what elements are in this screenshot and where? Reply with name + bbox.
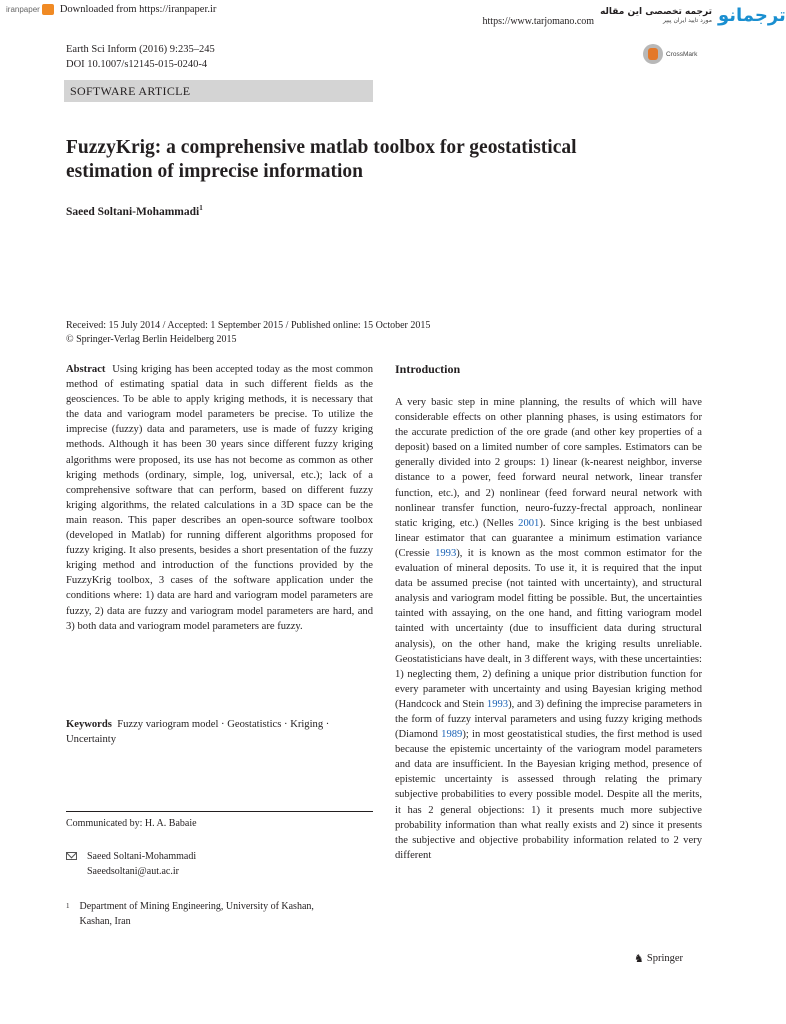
journal-citation: Earth Sci Inform (2016) 9:235–245 DOI 10.1007/s12145-015-0240-4 <box>66 44 215 70</box>
citation-link[interactable]: 2001 <box>518 517 540 529</box>
abstract <box>66 362 373 634</box>
download-source: Downloaded from https://iranpaper.ir <box>59 4 217 15</box>
envelope-icon <box>66 852 77 860</box>
keywords-label: Keywords <box>66 719 112 730</box>
citation-link[interactable]: 1993 <box>435 547 457 559</box>
author-contact <box>66 849 196 879</box>
iranpaper-logo-icon <box>42 4 54 15</box>
crossmark-badge[interactable]: CrossMark <box>643 44 697 64</box>
contact-name: Saeed Soltani-Mohammadi <box>87 851 197 862</box>
tarjomano-logo: ترجمانو <box>718 5 786 26</box>
tarjomano-banner <box>482 2 786 30</box>
footnote-divider <box>66 811 373 812</box>
introduction-text: A very basic step in mine planning, the results of which will have considerable effects on other planning phases, is using estimators for the accurate prediction of the ore grade (and other key properties of a deposit) based on a limited number of core samples. Estimators can be generally divided into 2 groups: 1) linear (k-nearest neighbor, inverse distance to a power, feed forward neural network, linear transfer function, etc.), and 2) nonlinear (feed forward neural network with nonlinear transfer function, neuro-fuzzy-frectal approach, nonlinear static kriging, etc.) (Nelles 2001). Since kriging is the best unbiased linear estimator that can guarantee a minimum estimation variance (Cressie 1993), it is known as the most common estimator for the evaluation of mineral deposits. To use it, it is required that the input data be assumed precise (not tainted with uncertainty), and structural analysis and variogram model fitting be possible. But, the uncertainties tainted with assaying, on the one hand, and fitting variogram model tainted with uncertainty (due to insufficient data during structural analysis), on the other hand, make the kriging results unreliable. Geostatisticians have dealt, in 3 different ways, with these uncertainties: 1) neglecting them, 2) defining a unique prior distribution function for every parameter with uncertainty and using Bayesian kriging method (Handcock and Stein 1993), and 3) defining the imprecise parameters in the form of fuzzy interval parameters and using fuzzy kriging methods (Diamond 1989); in most geostatistical studies, the first method is used because the epistemic uncertainty of the variogram model parameters and data are insufficient. In the Bayesian kriging method, presence of epistemic uncertainty is assessed through relating the primary subjective probabilities to every possible model. Despite all the merits, it has 2 general objections: 1) it presents much more subjective probability information than what really exists and 2) since it presents the subjective and objective probability information related to 2 very different <box>395 397 703 861</box>
tarjomano-url[interactable]: https://www.tarjomano.com <box>482 15 595 27</box>
communicated-by: Communicated by: H. A. Babaie <box>66 818 197 829</box>
contact-email[interactable]: Saeedsoltani@aut.ac.ir <box>87 866 179 877</box>
publisher-logo: ♞ Springer <box>634 953 684 965</box>
iranpaper-logo: iranpaper <box>6 4 54 15</box>
article-type-bar: SOFTWARE ARTICLE <box>64 80 373 102</box>
crossmark-icon <box>643 44 663 64</box>
affiliation-number: 1 <box>66 902 70 910</box>
abstract-text: Using kriging has been accepted today as the most common method of estimating spatial data in such different fields as the geosciences. To be able to apply kriging methods, it is necessary that the data and variogram model parameters be precise. To utilize the imprecise (fuzzy) data and parameters, use is made of fuzzy kriging methods. Although it has been 30 years since different fuzzy kriging algorithms were proposed, its use has not become as common as other kriging methods (ordinary, simple, log, universal, etc.); lack of a comprehensive software that can perform, based on different fuzzy kriging algorithms, the related calculations in a 3D space can be the main reason. This paper describes an open-source software toolbox (developed in Matlab) for running different algorithms proposed for fuzzy kriging. It also presents, besides a short presentation of the fuzzy kriging method and introduction of the functions provided by the FuzzyKrig toolbox, 3 cases of the software application under the conditions where: 1) data are hard and variogram model parameters are fuzzy, 2) data are fuzzy and variogram model parameters are hard, and 3) both data and variogram model parameters are fuzzy. <box>66 364 373 632</box>
paper-title: FuzzyKrig: a comprehensive matlab toolbox for geostatistical estimation of imprecise information <box>66 137 577 182</box>
publication-dates: Received: 15 July 2014 / Accepted: 1 September 2015 / Published online: 15 October 2015 © Springer-Verlag Berlin Heidelberg 2015 <box>66 320 431 345</box>
keywords-text: Fuzzy variogram model · Geostatistics · Kriging · Uncertainty <box>66 719 330 746</box>
introduction-heading: Introduction <box>395 362 461 376</box>
download-banner <box>6 4 216 15</box>
keywords <box>66 717 373 747</box>
affiliation: 1 Department of Mining Engineering, University of Kashan, Kashan, Iran <box>66 901 314 927</box>
citation-link[interactable]: 1993 <box>486 698 509 710</box>
citation-link[interactable]: 1989 <box>441 729 463 741</box>
abstract-label: Abstract <box>66 364 106 375</box>
springer-horse-icon: ♞ <box>634 953 644 965</box>
author-line: Saeed Soltani-Mohammadi$^1$ <box>66 204 203 218</box>
tarjomano-text: ترجمه تخصصی این مقاله مورد تایید ایران پیپر <box>600 6 712 24</box>
